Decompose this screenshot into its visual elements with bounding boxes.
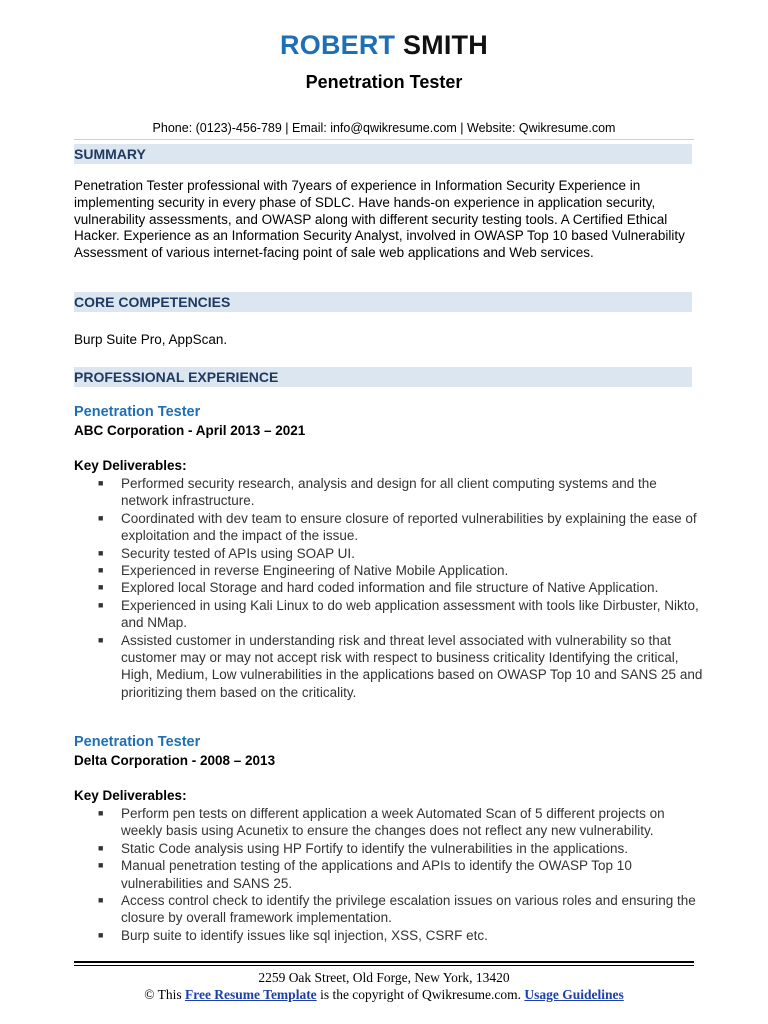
list-item-text: Experienced in using Kali Linux to do web application assessment with tools like Dirbuster, Nikto, and NMap. (121, 597, 699, 631)
deliverables-list-1 (74, 475, 704, 701)
key-deliverables-label-1: Key Deliverables: (74, 458, 187, 473)
list-item (74, 840, 704, 857)
footer-copyright (0, 986, 768, 1003)
bullet-icon: ■ (98, 808, 104, 818)
bullet-icon: ■ (98, 895, 104, 906)
list-item-text: Static Code analysis using HP Fortify to identify the vulnerabilities in the applications. (121, 840, 629, 856)
summary-heading: SUMMARY (74, 144, 692, 164)
copyright-middle: is the copyright of Qwikresume.com. (320, 987, 522, 1002)
footer-divider-thick (74, 961, 694, 963)
bullet-icon: ■ (98, 860, 104, 871)
list-item-text: Perform pen tests on different application a week Automated Scan of 5 different projects on weekly basis using Acunetix to ensure the changes does not reflect any new vulnerability. (121, 806, 665, 839)
list-item-text: Manual penetration testing of the applications and APIs to identify the OWASP Top 10 vulnerabilities and SANS 25. (121, 858, 632, 891)
list-item (74, 562, 704, 579)
copyright-prefix: © This (144, 987, 182, 1002)
list-item-text: Performed security research, analysis and design for all client computing systems and the network infrastructure. (121, 476, 657, 509)
list-item (74, 597, 704, 632)
list-item (74, 857, 704, 892)
list-item (74, 927, 704, 944)
last-name: SMITH (402, 30, 488, 60)
list-item-text: Coordinated with dev team to ensure closure of reported vulnerabilities by explaining the ease of exploitation and the impact of the issue. (121, 510, 697, 544)
list-item-text: Experienced in reverse Engineering of Native Mobile Application. (121, 563, 509, 579)
footer-divider-thin (74, 965, 694, 966)
bullet-icon: ■ (98, 512, 104, 523)
list-item (74, 632, 704, 702)
first-name: ROBERT (280, 30, 396, 60)
bullet-icon: ■ (98, 842, 104, 853)
job-title-1: Penetration Tester (74, 404, 201, 420)
summary-text: Penetration Tester professional with 7years of experience in Information Security Experience in implementing security in every phase of SDLC. Have hands-on experience in application security, vulnerability assessments, and OWASP along with different security testing tools. A Certified Ethical Hacker. Experience as an Information Security Analyst, involved in OWASP Top 10 based Vulnerability Assessment of various internet-facing point of sale web applications and Web services. (74, 178, 685, 261)
resume-name (0, 30, 768, 61)
list-item-text: Assisted customer in understanding risk and threat level associated with vulnerability so that customer may or may not accept risk with respect to business criticality Identifying the critical, High, Medium, Low vulnerabilities in the applications based on OWASP Top 10 and SANS 25 and prioritizing them based on the criticality. (121, 632, 703, 700)
usage-guidelines-link[interactable]: Usage Guidelines (524, 987, 624, 1002)
resume-job-title: Penetration Tester (305, 72, 463, 92)
list-item (74, 510, 704, 545)
list-item-text: Burp suite to identify issues like sql injection, XSS, CSRF etc. (121, 927, 488, 943)
job-company-1: ABC Corporation - April 2013 – 2021 (74, 423, 306, 438)
header-divider (74, 139, 694, 140)
bullet-icon: ■ (98, 565, 104, 576)
bullet-icon: ■ (98, 929, 104, 940)
list-item (74, 579, 704, 596)
deliverables-list-2 (74, 805, 704, 944)
list-item-text: Explored local Storage and hard coded information and file structure of Native Application. (121, 580, 659, 596)
bullet-icon: ■ (98, 599, 104, 610)
job-title-2: Penetration Tester (74, 734, 201, 750)
contact-line: Phone: (0123)-456-789 | Email: info@qwikresume.com | Website: Qwikresume.com (152, 121, 616, 135)
list-item-text: Security tested of APIs using SOAP UI. (121, 545, 355, 561)
list-item-text: Access control check to identify the privilege escalation issues on various roles and ensuring the closure by overall framework implementation. (121, 893, 696, 926)
experience-heading: PROFESSIONAL EXPERIENCE (74, 367, 692, 387)
bullet-icon: ■ (98, 634, 104, 645)
free-resume-template-link[interactable]: Free Resume Template (184, 987, 317, 1002)
bullet-icon: ■ (98, 478, 104, 488)
job-company-2: Delta Corporation - 2008 – 2013 (74, 753, 276, 768)
list-item (74, 475, 704, 510)
competencies-heading: CORE COMPETENCIES (74, 292, 692, 312)
footer-address: 2259 Oak Street, Old Forge, New York, 13420 (258, 970, 510, 985)
list-item (74, 892, 704, 927)
list-item (74, 805, 704, 840)
key-deliverables-label-2: Key Deliverables: (74, 788, 187, 803)
bullet-icon: ■ (98, 582, 104, 593)
list-item (74, 545, 704, 562)
bullet-icon: ■ (98, 547, 104, 558)
competencies-text: Burp Suite Pro, AppScan. (74, 332, 228, 347)
